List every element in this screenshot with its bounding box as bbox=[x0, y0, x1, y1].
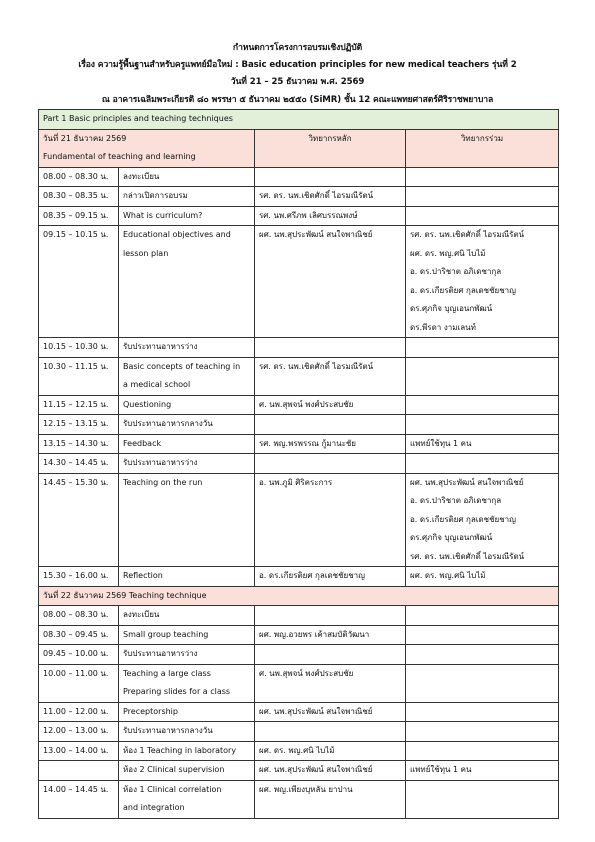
schedule-row bbox=[39, 454, 559, 474]
topic-line: Educational objectives and bbox=[123, 230, 231, 239]
schedule-row bbox=[39, 187, 559, 207]
topic-line: lesson plan bbox=[123, 248, 169, 258]
topic-cell bbox=[119, 761, 255, 781]
topic-cell bbox=[119, 780, 255, 818]
topic-line: กล่าวเปิดการอบรม bbox=[123, 191, 188, 200]
main-speaker-cell: รศ. นพ.ศรีภพ เลิศบรรณพงษ์ bbox=[255, 206, 406, 226]
topic-line: and integration bbox=[123, 803, 185, 812]
co-speaker-cell bbox=[406, 454, 559, 474]
co-speaker-cell bbox=[406, 606, 559, 626]
topic-line: Small group teaching bbox=[123, 629, 209, 639]
main-speaker-cell bbox=[255, 454, 406, 474]
course-venue: ณ อาคารเฉลิมพระเกียรติ ๘๐ พรรษา ๕ ธันวาคม ๒๕๕๐ (SiMR) ชั้น 12 คณะแพทยศาสตร์ศิริราชพยาบาล bbox=[101, 95, 494, 105]
time-cell: 12.00 – 13.00 น. bbox=[39, 722, 119, 742]
topic-line: รับประทานอาหารกลางวัน bbox=[123, 726, 213, 735]
day1-date-cell bbox=[39, 129, 255, 167]
topic-line: ลงทะเบียน bbox=[123, 171, 160, 181]
time-cell: 11.00 – 12.00 น. bbox=[39, 702, 119, 722]
topic-cell bbox=[119, 722, 255, 742]
co-speaker-cell bbox=[406, 338, 559, 358]
course-dates: วันที่ 21 – 25 ธันวาคม พ.ศ. 2569 bbox=[230, 77, 365, 87]
main-speaker-cell: ศ. นพ.สุพจน์ พงศ์ประสบชัย bbox=[255, 664, 406, 702]
co-speaker: ผศ. นพ.สุประพัฒน์ สนใจพาณิชย์ bbox=[410, 477, 524, 487]
day1-subtitle: Fundamental of teaching and learning bbox=[43, 152, 196, 161]
co-speaker: แพทย์ใช้ทุน 1 คน bbox=[410, 438, 472, 448]
topic-line: ห้อง 1 Teaching in laboratory bbox=[123, 745, 237, 755]
co-speaker: ผศ. ดร. พญ.ศนิ ไบไม้ bbox=[410, 571, 486, 580]
schedule-row bbox=[39, 567, 559, 587]
part-title: Part 1 Basic principles and teaching techniques bbox=[39, 110, 559, 130]
schedule-row bbox=[39, 702, 559, 722]
topic-line: Preceptorship bbox=[123, 706, 178, 716]
co-speaker-cell bbox=[406, 761, 559, 781]
topic-cell bbox=[119, 473, 255, 567]
main-speaker-cell: รศ. พญ.พรพรรณ กู้มานะชัย bbox=[255, 434, 406, 454]
topic-line: Teaching on the run bbox=[123, 477, 203, 487]
column-header-main: วิทยากรหลัก bbox=[255, 129, 406, 167]
schedule-row bbox=[39, 645, 559, 665]
co-speaker: ผศ. ดร. พญ.ศนิ ไบไม้ bbox=[410, 248, 486, 258]
co-speaker-cell bbox=[406, 187, 559, 207]
main-speaker-cell: รศ. ดร. นพ.เชิดศักดิ์ ไอรมณีรัตน์ bbox=[255, 187, 406, 207]
co-speaker: ดร.ศุภกิจ บุญเอนกพัฒน์ bbox=[410, 533, 493, 542]
topic-line: Preparing slides for a class bbox=[123, 687, 231, 696]
topic-line: a medical school bbox=[123, 380, 191, 389]
topic-line: รับประทานอาหารกลางวัน bbox=[123, 419, 213, 428]
course-subject: เรื่อง ความรู้พื้นฐานสำหรับครูแพทย์มือใหม่ : Basic education principles for new medical teachers รุ่นที่ 2 bbox=[78, 60, 517, 70]
topic-cell bbox=[119, 415, 255, 435]
co-speaker: อ. ดร.ปาริชาต อภิเดชากุล bbox=[410, 267, 502, 276]
main-speaker-cell: ผศ. ดร. พญ.ศนิ ไบไม้ bbox=[255, 741, 406, 761]
schedule-row bbox=[39, 780, 559, 818]
topic-cell bbox=[119, 434, 255, 454]
time-cell: 09.15 – 10.15 น. bbox=[39, 226, 119, 338]
schedule-row bbox=[39, 741, 559, 761]
schedule-row bbox=[39, 226, 559, 338]
co-speaker-cell bbox=[406, 722, 559, 742]
schedule-row bbox=[39, 338, 559, 358]
time-cell: 13.00 – 14.00 น. bbox=[39, 741, 119, 761]
topic-cell bbox=[119, 606, 255, 626]
schedule-row bbox=[39, 357, 559, 395]
co-speaker-cell bbox=[406, 780, 559, 818]
topic-cell bbox=[119, 187, 255, 207]
co-speaker: อ. ดร.เกียรติยศ กุลเดชชัยชาญ bbox=[410, 514, 516, 524]
co-speaker-cell bbox=[406, 645, 559, 665]
main-speaker-cell bbox=[255, 167, 406, 187]
topic-line: Teaching a large class bbox=[123, 668, 211, 678]
topic-line: Questioning bbox=[123, 399, 172, 409]
co-speaker: ดร.ศุภกิจ บุญเอนกพัฒน์ bbox=[410, 304, 493, 313]
time-cell: 10.30 – 11.15 น. bbox=[39, 357, 119, 395]
co-speaker-cell bbox=[406, 167, 559, 187]
day1-date: วันที่ 21 ธันวาคม 2569 bbox=[43, 133, 127, 143]
time-cell: 10.00 – 11.00 น. bbox=[39, 664, 119, 702]
time-cell: 14.45 – 15.30 น. bbox=[39, 473, 119, 567]
main-speaker-cell bbox=[255, 338, 406, 358]
topic-cell bbox=[119, 167, 255, 187]
document-title: กำหนดการโครงการอบรมเชิงปฏิบัติ bbox=[232, 43, 363, 53]
topic-cell bbox=[119, 454, 255, 474]
main-speaker-cell: รศ. ดร. นพ.เชิดศักดิ์ ไอรมณีรัตน์ bbox=[255, 357, 406, 395]
time-cell bbox=[39, 761, 119, 781]
co-speaker-cell bbox=[406, 741, 559, 761]
co-speaker: อ. ดร.เกียรติยศ กุลเดชชัยชาญ bbox=[410, 285, 516, 295]
main-speaker-cell: อ. ดร.เกียรติยศ กุลเดชชัยชาญ bbox=[255, 567, 406, 587]
co-speaker: รศ. ดร. นพ.เชิดศักดิ์ ไอรมณีรัตน์ bbox=[410, 230, 525, 239]
main-speaker-cell bbox=[255, 645, 406, 665]
topic-line: ห้อง 1 Clinical correlation bbox=[123, 784, 222, 794]
time-cell: 13.15 – 14.30 น. bbox=[39, 434, 119, 454]
co-speaker-cell bbox=[406, 357, 559, 395]
co-speaker-cell bbox=[406, 473, 559, 567]
co-speaker-cell bbox=[406, 434, 559, 454]
co-speaker: อ. ดร.ปาริชาต อภิเดชากุล bbox=[410, 496, 502, 505]
time-cell: 11.15 – 12.15 น. bbox=[39, 395, 119, 415]
co-speaker: แพทย์ใช้ทุน 1 คน bbox=[410, 765, 472, 774]
topic-line: Basic concepts of teaching in bbox=[123, 361, 241, 371]
time-cell: 08.00 – 08.30 น. bbox=[39, 606, 119, 626]
schedule-row bbox=[39, 722, 559, 742]
topic-cell bbox=[119, 395, 255, 415]
co-speaker-cell bbox=[406, 415, 559, 435]
time-cell: 08.35 – 09.15 น. bbox=[39, 206, 119, 226]
main-speaker-cell: ผศ. พญ.อวยพร เค้าสมบัติวัฒนา bbox=[255, 625, 406, 645]
main-speaker-cell bbox=[255, 606, 406, 626]
topic-cell bbox=[119, 625, 255, 645]
main-speaker-cell: ผศ. นพ.สุประพัฒน์ สนใจพาณิชย์ bbox=[255, 761, 406, 781]
schedule-row bbox=[39, 206, 559, 226]
topic-line: รับประทานอาหารว่าง bbox=[123, 342, 198, 351]
day2-header-row bbox=[39, 586, 559, 606]
co-speaker-cell bbox=[406, 702, 559, 722]
topic-line: รับประทานอาหารว่าง bbox=[123, 458, 198, 467]
time-cell: 14.00 – 14.45 น. bbox=[39, 780, 119, 818]
time-cell: 08.30 – 09.45 น. bbox=[39, 625, 119, 645]
topic-line: รับประทานอาหารว่าง bbox=[123, 649, 198, 658]
day1-header-row bbox=[39, 129, 559, 167]
topic-cell bbox=[119, 226, 255, 338]
topic-cell bbox=[119, 664, 255, 702]
topic-line: ห้อง 2 Clinical supervision bbox=[123, 765, 225, 774]
main-speaker-cell: อ. นพ.ภูมิ ศิริคระการ bbox=[255, 473, 406, 567]
time-cell: 08.30 – 08.35 น. bbox=[39, 187, 119, 207]
schedule-table bbox=[38, 109, 559, 819]
topic-cell bbox=[119, 702, 255, 722]
schedule-row bbox=[39, 167, 559, 187]
topic-cell bbox=[119, 357, 255, 395]
main-speaker-cell: ผศ. พญ.เพียงบุหลัน ยาปาน bbox=[255, 780, 406, 818]
co-speaker-cell bbox=[406, 664, 559, 702]
time-cell: 14.30 – 14.45 น. bbox=[39, 454, 119, 474]
main-speaker-cell bbox=[255, 722, 406, 742]
topic-line: ลงทะเบียน bbox=[123, 610, 160, 619]
part-header-row bbox=[39, 110, 559, 130]
schedule-row bbox=[39, 395, 559, 415]
time-cell: 08.00 – 08.30 น. bbox=[39, 167, 119, 187]
schedule-row bbox=[39, 415, 559, 435]
main-speaker-cell bbox=[255, 415, 406, 435]
topic-cell bbox=[119, 567, 255, 587]
schedule-row bbox=[39, 761, 559, 781]
co-speaker: รศ. ดร. นพ.เชิดศักดิ์ ไอรมณีรัตน์ bbox=[410, 551, 525, 561]
time-cell: 15.30 – 16.00 น. bbox=[39, 567, 119, 587]
schedule-row bbox=[39, 606, 559, 626]
schedule-row bbox=[39, 664, 559, 702]
co-speaker-cell bbox=[406, 226, 559, 338]
time-cell: 10.15 – 10.30 น. bbox=[39, 338, 119, 358]
day2-date: วันที่ 22 ธันวาคม 2569 Teaching technique bbox=[39, 586, 559, 606]
topic-line: Reflection bbox=[123, 571, 163, 580]
co-speaker-cell bbox=[406, 206, 559, 226]
schedule-row bbox=[39, 473, 559, 567]
time-cell: 09.45 – 10.00 น. bbox=[39, 645, 119, 665]
main-speaker-cell: ผศ. นพ.สุประพัฒน์ สนใจพาณิชย์ bbox=[255, 226, 406, 338]
topic-cell bbox=[119, 645, 255, 665]
schedule-row bbox=[39, 625, 559, 645]
co-speaker-cell bbox=[406, 567, 559, 587]
column-header-co: วิทยากรร่วม bbox=[406, 129, 559, 167]
time-cell: 12.15 – 13.15 น. bbox=[39, 415, 119, 435]
main-speaker-cell: ศ. นพ.สุพจน์ พงศ์ประสบชัย bbox=[255, 395, 406, 415]
topic-cell bbox=[119, 206, 255, 226]
topic-cell bbox=[119, 741, 255, 761]
main-speaker-cell: ผศ. นพ.สุประพัฒน์ สนใจพาณิชย์ bbox=[255, 702, 406, 722]
topic-line: What is curriculum? bbox=[123, 210, 203, 220]
co-speaker-cell bbox=[406, 625, 559, 645]
topic-cell bbox=[119, 338, 255, 358]
topic-line: Feedback bbox=[123, 438, 162, 448]
co-speaker-cell bbox=[406, 395, 559, 415]
schedule-row bbox=[39, 434, 559, 454]
co-speaker: ดร.พีรดา งามเลนท์ bbox=[410, 322, 476, 332]
